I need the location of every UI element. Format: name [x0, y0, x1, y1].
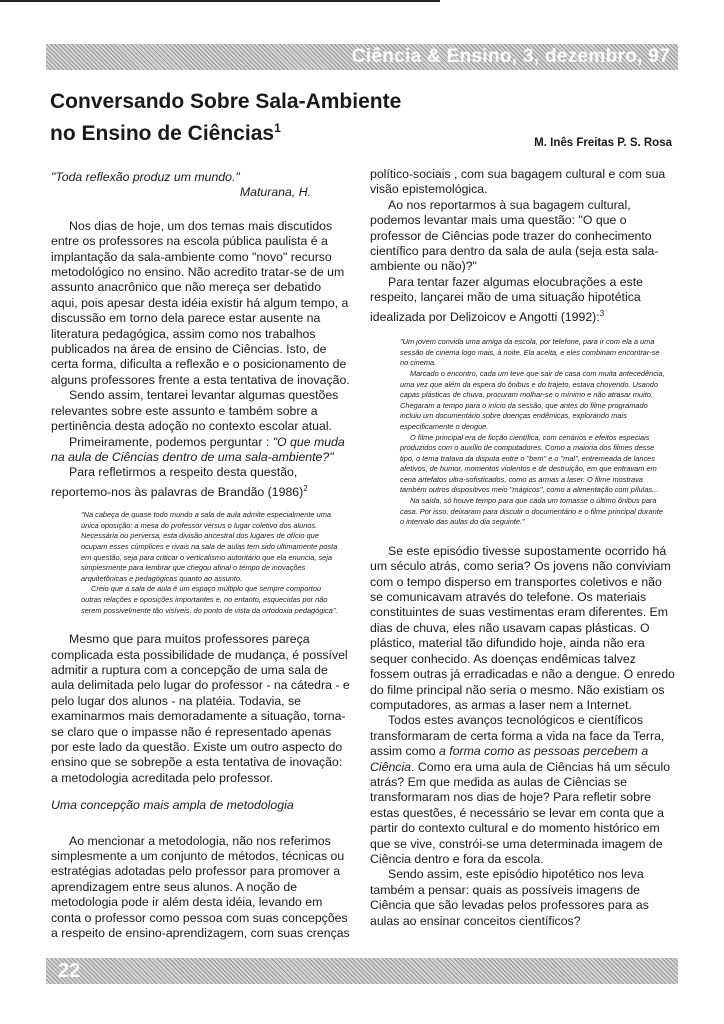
title-line-2: [50, 115, 470, 147]
footnote-marker: 3: [599, 308, 605, 318]
right-column: [370, 167, 675, 929]
paragraph-text: Primeiramente, podemos perguntar :: [69, 434, 273, 449]
block-quote: [370, 337, 675, 528]
paragraph: político-sociais , com sua bagagem cultural e com sua visão epistemológica.: [370, 167, 666, 197]
paragraph-text: . Como era uma aula de Ciências há um século atrás? Em que medida as aulas de Ciências se transformaram nos dias de hoje? Para refletir sobre estas questões, é necessário se levar em conta que a partir do contexto cultural e do momento histórico em que se vive, constrói-se uma determinada imagem de Ciência dentro e fora da escola.: [370, 759, 671, 866]
title-line-2-text: no Ensino de Ciências: [50, 122, 275, 145]
epigraph: "Toda reflexão produz um mundo.": [51, 170, 240, 184]
quote-paragraph: O filme principal era de ficção científica, com cenários e efeitos especiais produzidos com o auxílio de computadores. Como a maioria dos filmes desse tipo, o tema tratava da disputa entre o "bem" e o "mal", entremeada de lances afetivos, de humor, momentos violentos e de destruição, em que entravam em cena artefatos ultra-sofisticados, como as armas a laser. O filme mostrava também outros dispositivos meio "mágicos", como a alimentação com pílulas...: [400, 432, 659, 495]
quote-paragraph: Marcado o encontro, cada um teve que sair de casa com muita antecedência, uma vez que além da espera do ônibus e do trajeto, estava chovendo. Usando capas plásticas de chuva, procuram molhar-se o mínimo e não atrasar muito. Chegaram a tempo para o início da sessão, que antes do filme programado incluiu um documentário sobre doenças endêmicas, explorando mais especificamente o dengue.: [400, 368, 665, 431]
paragraph: [370, 275, 675, 325]
paragraph: Ao mencionar a metodologia, não nos referimos simplesmente a um conjunto de métodos, técnicas ou estratégias adotadas pelo professor para promover a aprendizagem entre seus alunos. A noção de metodologia pode ir além desta idéia, levando em conta o professor como pessoa com suas concepções a respeito de ensino-aprendizagem, com suas crenças: [51, 833, 350, 941]
paragraph: Se este episódio tivesse supostamente ocorrido há um século atrás, como seria? Os jovens não conviviam com o tempo disperso em transportes coletivos e não se comunicavam através do telefone. Os materiais constituintes de suas vestimentas eram diferentes. Em dias de chuva, eles não usavam capas plásticas. O plástico, material tão difundido hoje, ainda não era sequer conhecido. As doenças endêmicas talvez fossem outras já erradicadas e não a dengue. O enredo do filme principal não seria o mesmo. Não existiam os computadores, as armas a laser nem a Internet.: [370, 543, 675, 712]
paragraph-italic: a forma como as pessoas percebem a Ciência: [370, 744, 649, 774]
paragraph: Sendo assim, este episódio hipotético nos leva também a pensar: quais as possíveis imagens de Ciência que são levadas pelos professores para as aulas ao ensinar conceitos científicos?: [370, 867, 649, 928]
running-head: Ciência & Ensino, 3, dezembro, 97: [351, 46, 670, 67]
paragraph-text: Todos estes avanços tecnológicos e científicos transformaram de certa forma a vida na face da Terra, assim como: [370, 713, 665, 759]
page-number: 22: [58, 960, 81, 982]
epigraph-source: Maturana, H.: [239, 185, 311, 200]
paragraph: [370, 713, 675, 867]
paragraph: [51, 465, 351, 500]
running-head-band: [46, 44, 678, 70]
quote-paragraph: "Na cabeça de quase todo mundo a sala de aula admite especialmente uma única oposição: a mesa do professor versus o lugar coletivo dos alunos. Necessária ou perversa, esta divisão ancestral dos lugares de ofício que ocupam esses cúmplices e rivais na sala de aulas tem sido ultimamente posta em questão, seja para criticar o verticalismo autoritário que ela enuncia, seja simplesmente para lembrar que chegou afinal o tempo de inovações arquitetônicas e pedagógicas quanto ao assunto.: [81, 510, 338, 583]
paragraph-text: Para tentar fazer algumas elocubrações a este respeito, lançarei mão de uma situação hipotética idealizada por Delizoicov e Angotti (1992):: [370, 274, 643, 324]
paragraph: Ao nos reportarmos à sua bagagem cultural, podemos levantar mais uma questão: "O que o professor de Ciências pode trazer do conhecimento científico para dentro da sala de aula (seja esta sala-ambiente ou não)?": [370, 197, 659, 274]
paragraph-text: Para refletirmos a respeito desta questão, reportemo-nos às palavras de Brandão (1986): [51, 465, 304, 499]
top-rule: [0, 0, 440, 2]
quote-paragraph: "Um jovem convida uma amiga da escola, por telefone, para ir com ela a uma sessão de cinema logo mais, à noite. Ela aceita, e eles combinam encontrar-se no cinema.: [400, 337, 660, 368]
quote-paragraph: Na saída, só houve tempo para que cada um tomasse o último ônibus para casa. Por isso, deixaram para discutir o documentário e o filme principal durante o intervalo das aulas do dia seguinte.": [400, 496, 663, 527]
quote-paragraph: Creio que a sala de aula é um espaço múltiplo que sempre comportou outras relações e oposições importantes e, no entanto, esquecidas por não serem possivelmente tão visíveis, do ponto de vista da ortodoxia pedagógica".: [81, 584, 338, 615]
article-title: [50, 88, 470, 147]
title-footnote-marker: 1: [274, 121, 281, 135]
footer-band: [46, 958, 678, 984]
paragraph: Nos dias de hoje, um dos temas mais discutidos entre os professores na escola pública paulista é a implantação da sala-ambiente como "novo" recurso metodológico no ensino. Não acredito tratar-se de um assunto anacrônico que não mereça ser debatido aqui, pois apesar desta idéia existir há algum tempo, a discussão em torno dela parece estar ausente na literatura pedagógica, assim como nos trabalhos publicados na área de ensino de Ciências. Isto, de certa forma, dificulta a reflexão e o posicionamento de alguns professores frente a esta tentativa de inovação.: [51, 218, 350, 387]
title-line-1: Conversando Sobre Sala-Ambiente: [50, 90, 402, 113]
left-column: [51, 170, 351, 941]
paragraph: Sendo assim, tentarei levantar algumas questões relevantes sobre este assunto e também sobre a pertinência desta adoção no contexto escolar atual.: [51, 388, 339, 434]
section-heading: Uma concepção mais ampla de metodologia: [51, 798, 294, 813]
paragraph: [51, 435, 351, 466]
paragraph: Mesmo que para muitos professores pareça complicada esta possibilidade de mudança, é possível admitir a ruptura com a concepção de uma sala de aula delimitada pelo lugar do professor - na cátedra - e pelo lugar dos alunos - na platéia. Todavia, se examinarmos mais demoradamente a situação, torna-se claro que o impasse não é representado apenas por este lado da questão. Existe um outro aspecto do ensino que se sobrepõe a esta tentativa de inovação: a metodologia acreditada pelo professor.: [51, 632, 350, 785]
block-quote: [51, 510, 351, 616]
footnote-marker: 2: [303, 483, 308, 493]
paragraph-italic: "O que muda na aula de Ciências dentro de uma sala-ambiente?": [51, 434, 345, 464]
author: M. Inês Freitas P. S. Rosa: [534, 137, 672, 149]
